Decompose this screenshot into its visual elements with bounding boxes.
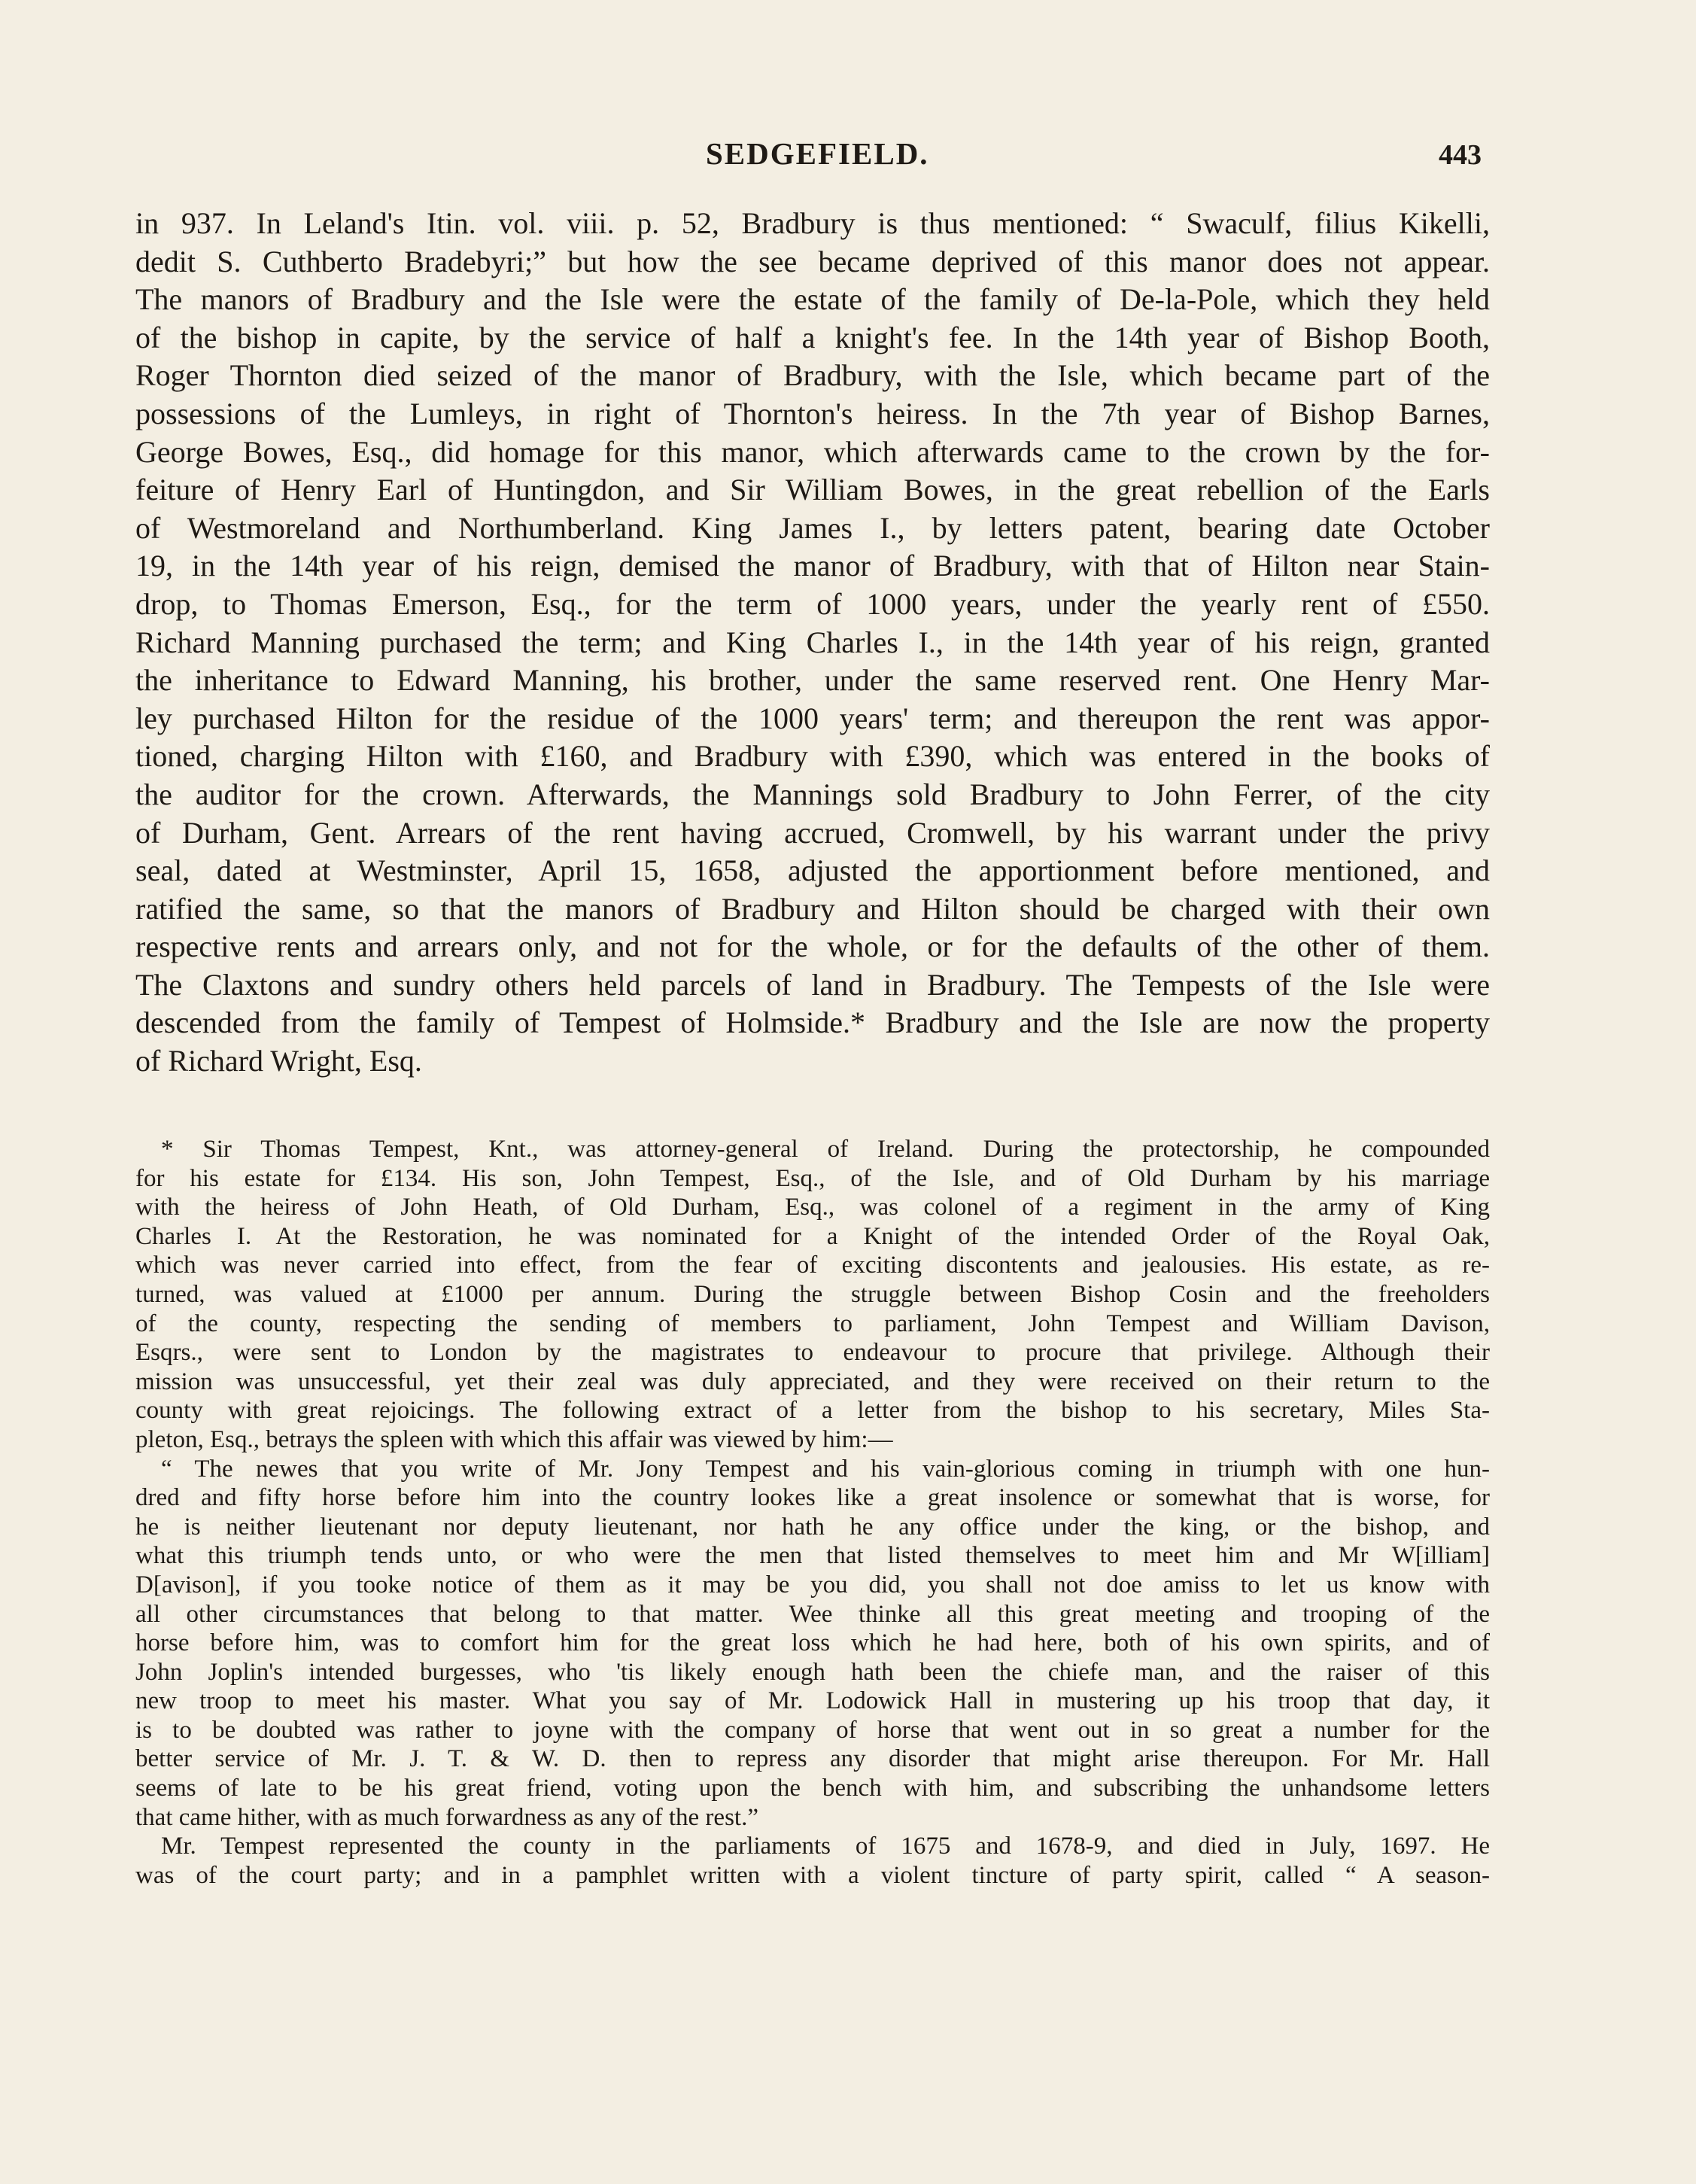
footnote-line: Charles I. At the Restoration, he was nominated for a Knight of the intended Order of the Royal Oak,	[135, 1222, 1490, 1250]
text-line: drop, to Thomas Emerson, Esq., for the term of 1000 years, under the yearly rent of £550.	[135, 586, 1490, 621]
page-number: 443	[1439, 139, 1482, 171]
footnote-line: Mr. Tempest represented the county in the parliaments of 1675 and 1678-9, and died in July, 1697. He	[161, 1833, 1490, 1860]
footnote-line: which was never carried into effect, from the fear of exciting discontents and jealousies. His estate, as re-	[135, 1252, 1490, 1279]
text-line: of Durham, Gent. Arrears of the rent having accrued, Cromwell, by his warrant under the privy	[135, 815, 1490, 850]
footnote-line: he is neither lieutenant nor deputy lieutenant, nor hath he any office under the king, or the bishop, and	[135, 1513, 1490, 1541]
text-line: George Bowes, Esq., did homage for this manor, which afterwards came to the crown by the for-	[135, 434, 1490, 469]
footnote-line: seems of late to be his great friend, voting upon the bench with him, and subscribing the unhandsome letters	[135, 1775, 1490, 1802]
footnote-line: is to be doubted was rather to joyne with the company of horse that went out in so great a number for the	[135, 1716, 1490, 1744]
text-line: ley purchased Hilton for the residue of the 1000 years' term; and thereupon the rent was appor-	[135, 701, 1490, 735]
text-line: of Richard Wright, Esq.	[135, 1044, 422, 1078]
footnote-line: better service of Mr. J. T. & W. D. then to repress any disorder that might arise thereupon. For Mr. Hall	[135, 1745, 1490, 1773]
text-line: dedit S. Cuthberto Bradebyri;” but how the see became deprived of this manor does not appear.	[135, 244, 1490, 278]
running-title: SEDGEFIELD.	[706, 136, 929, 171]
running-head	[0, 134, 1696, 179]
text-line: descended from the family of Tempest of Holmside.* Bradbury and the Isle are now the property	[135, 1005, 1490, 1040]
text-line: seal, dated at Westminster, April 15, 1658, adjusted the apportionment before mentioned, and	[135, 853, 1490, 888]
text-line: of the bishop in capite, by the service of half a knight's fee. In the 14th year of Bishop Booth,	[135, 320, 1490, 354]
footnote-line: dred and fifty horse before him into the country lookes like a great insolence or somewhat that is worse, for	[135, 1484, 1490, 1512]
text-line: The Claxtons and sundry others held parcels of land in Bradbury. The Tempests of the Isle were	[135, 967, 1490, 1002]
text-line: of Westmoreland and Northumberland. King James I., by letters patent, bearing date October	[135, 510, 1490, 545]
footnote-line: * Sir Thomas Tempest, Knt., was attorney-general of Ireland. During the protectorship, he compounded	[161, 1136, 1490, 1163]
text-line: feiture of Henry Earl of Huntingdon, and Sir William Bowes, in the great rebellion of the Earls	[135, 473, 1490, 507]
footnote-line: horse before him, was to comfort him for the great loss which he had here, both of his own spirits, and of	[135, 1629, 1490, 1657]
footnote-line: of the county, respecting the sending of members to parliament, John Tempest and William Davison,	[135, 1309, 1490, 1337]
footnote-line: for his estate for £134. His son, John Tempest, Esq., of the Isle, and of Old Durham by his marriage	[135, 1164, 1490, 1192]
footnote-line: that came hither, with as much forwardness as any of the rest.”	[135, 1803, 758, 1831]
footnote-line: turned, was valued at £1000 per annum. During the struggle between Bishop Cosin and the freeholders	[135, 1280, 1490, 1308]
text-line: in 937. In Leland's Itin. vol. viii. p. 52, Bradbury is thus mentioned: “ Swaculf, filius Kikelli,	[135, 206, 1490, 240]
text-line: The manors of Bradbury and the Isle were the estate of the family of De-la-Pole, which they held	[135, 282, 1490, 317]
text-line: respective rents and arrears only, and not for the whole, or for the defaults of the other of them.	[135, 929, 1490, 964]
footnote-line: all other circumstances that belong to that matter. Wee thinke all this great meeting and trooping of the	[135, 1600, 1490, 1628]
text-line: Roger Thornton died seized of the manor of Bradbury, with the Isle, which became part of the	[135, 358, 1490, 393]
footnote-line: was of the court party; and in a pamphlet written with a violent tincture of party spirit, called “ A season-	[135, 1861, 1490, 1889]
footnote-line: new troop to meet his master. What you say of Mr. Lodowick Hall in mustering up his troop that day, it	[135, 1687, 1490, 1715]
text-line: possessions of the Lumleys, in right of Thornton's heiress. In the 7th year of Bishop Barnes,	[135, 396, 1490, 430]
text-line: Richard Manning purchased the term; and King Charles I., in the 14th year of his reign, granted	[135, 625, 1490, 659]
footnote-line: county with great rejoicings. The following extract of a letter from the bishop to his secretary, Miles Sta-	[135, 1397, 1490, 1425]
footnote-line: Esqrs., were sent to London by the magistrates to endeavour to procure that privilege. Although their	[135, 1339, 1490, 1367]
text-line: the auditor for the crown. Afterwards, the Mannings sold Bradbury to John Ferrer, of the city	[135, 777, 1490, 811]
text-line: 19, in the 14th year of his reign, demised the manor of Bradbury, with that of Hilton near Stain-	[135, 549, 1490, 583]
footnote-line: D[avison], if you tooke notice of them as it may be you did, you shall not doe amiss to let us know with	[135, 1571, 1490, 1598]
footnote-line: pleton, Esq., betrays the spleen with which this affair was viewed by him:—	[135, 1425, 893, 1453]
main-text	[135, 205, 1490, 1081]
footnote-line: what this triumph tends unto, or who were the men that listed themselves to meet him and Mr W[illiam]	[135, 1542, 1490, 1570]
footnote-line: “ The newes that you write of Mr. Jony Tempest and his vain-glorious coming in triumph with one hun-	[161, 1455, 1490, 1483]
text-line: tioned, charging Hilton with £160, and Bradbury with £390, which was entered in the books of	[135, 739, 1490, 774]
footnote-line: with the heiress of John Heath, of Old Durham, Esq., was colonel of a regiment in the army of King	[135, 1194, 1490, 1221]
footnote-block	[135, 1135, 1490, 1890]
text-line: the inheritance to Edward Manning, his brother, under the same reserved rent. One Henry Mar-	[135, 663, 1490, 698]
text-line: ratified the same, so that the manors of Bradbury and Hilton should be charged with their own	[135, 891, 1490, 926]
footnote-line: mission was unsuccessful, yet their zeal was duly appreciated, and they were received on their return to the	[135, 1367, 1490, 1395]
footnote-line: John Joplin's intended burgesses, who 'tis likely enough hath been the chiefe man, and the raiser of this	[135, 1658, 1490, 1686]
